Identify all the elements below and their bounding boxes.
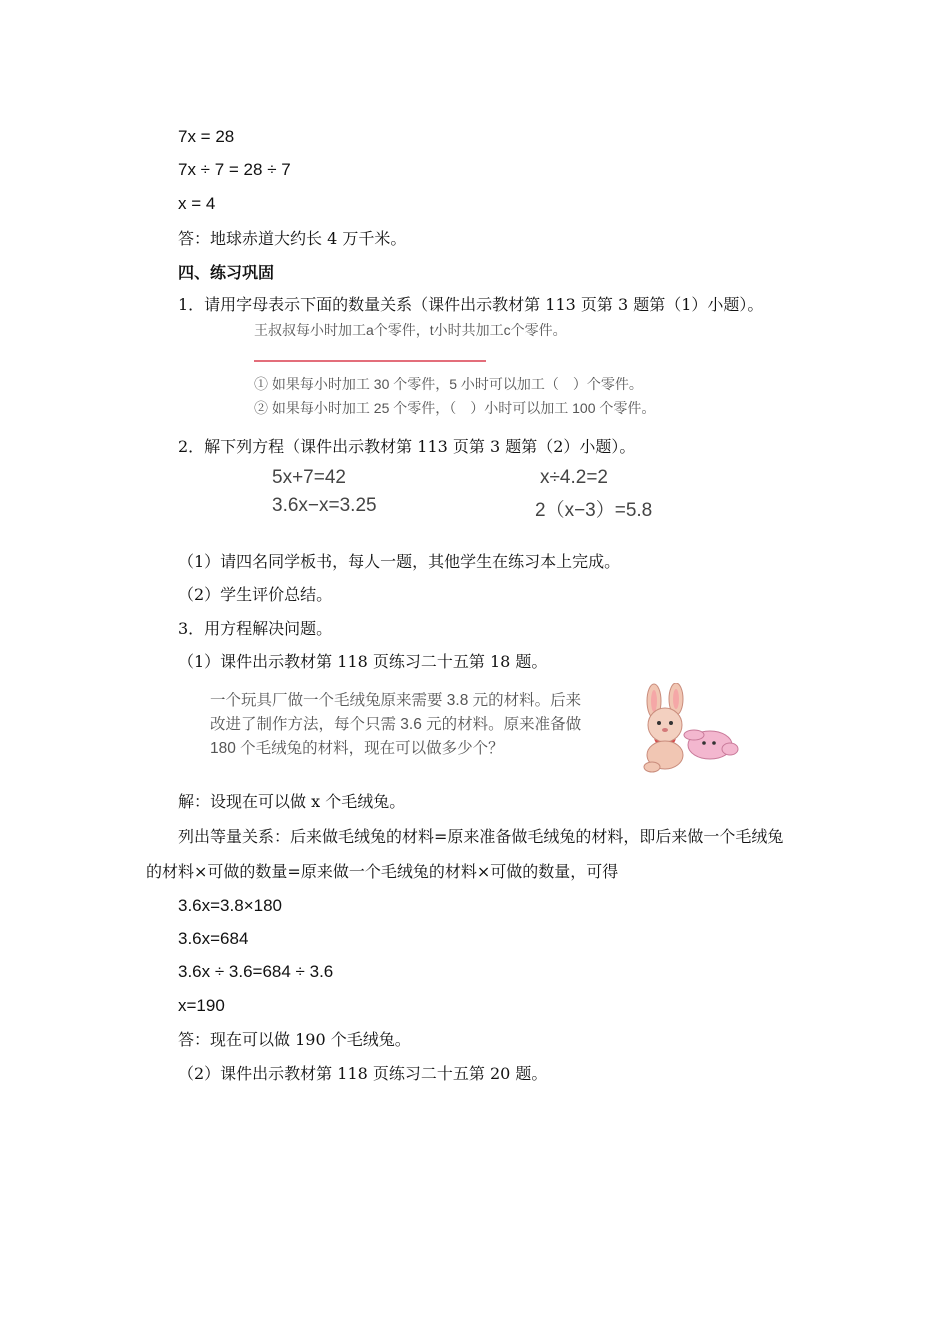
equation-c: 3.6x−x=3.25 [272,495,377,516]
equation-line-3: x = 4 [178,194,216,213]
question-3: 3．用方程解决问题。 [178,619,333,638]
equation-line-2: 7x ÷ 7 = 28 ÷ 7 [178,160,291,179]
problem-line-2: 改进了制作方法，每个只需 3.6 元的材料。原来准备做 [210,716,582,733]
answer-1: 答：地球赤道大约长 4 万千米。 [178,229,407,248]
section-title: 四、练习巩固 [178,263,275,282]
question-2: 2．解下列方程（课件出示教材第 113 页第 3 题第（2）小题）。 [178,437,636,456]
question-1: 1．请用字母表示下面的数量关系（课件出示教材第 113 页第 3 题第（1）小题）。 [178,295,764,314]
problem-line-3: 180 个毛绒兔的材料，现在可以做多少个？ [210,740,504,757]
divider [254,360,486,362]
equation-d: 2（x−3）=5.8 [535,500,653,521]
equation-a: 5x+7=42 [272,467,346,488]
question-2-part-1: （1）请四名同学板书，每人一题，其他学生在练习本上完成。 [178,552,621,571]
problem-line-1: 一个玩具厂做一个毛绒兔原来需要 3.8 元的材料。后来 [210,692,582,709]
solution-equation-3: 3.6x ÷ 3.6=684 ÷ 3.6 [178,962,334,981]
plush-rabbit-illustration [632,683,748,773]
question-1-sub-2: ② 如果每小时加工 25 个零件，（ ）小时可以加工 100 个零件。 [254,400,656,416]
solution-intro: 解：设现在可以做 x 个毛绒兔。 [178,792,406,811]
question-1-sub-1: ① 如果每小时加工 30 个零件，5 小时可以加工（ ）个零件。 [254,376,643,392]
solution-equation-4: x=190 [178,996,225,1015]
solution-equation-1: 3.6x=3.8×180 [178,896,282,915]
solution-equation-2: 3.6x=684 [178,929,249,948]
question-2-part-2: （2）学生评价总结。 [178,585,333,604]
question-1-stem: 王叔叔每小时加工a个零件，t小时共加工c个零件。 [254,322,567,338]
question-2-figure [270,465,690,525]
relation-line-1: 列出等量关系：后来做毛绒兔的材料=原来准备做毛绒兔的材料，即后来做一个毛绒兔 [178,827,784,846]
relation-line-2: 的材料×可做的数量=原来做一个毛绒兔的材料×可做的数量，可得 [146,862,619,881]
question-3-figure [200,683,748,773]
question-3-part-1: （1）课件出示教材第 118 页练习二十五第 18 题。 [178,652,548,671]
question-3-part-2: （2）课件出示教材第 118 页练习二十五第 20 题。 [178,1064,548,1083]
answer-2: 答：现在可以做 190 个毛绒兔。 [178,1030,411,1049]
question-1-figure [252,318,712,420]
equation-b: x÷4.2=2 [540,467,609,488]
equation-line-1: 7x = 28 [178,127,235,146]
